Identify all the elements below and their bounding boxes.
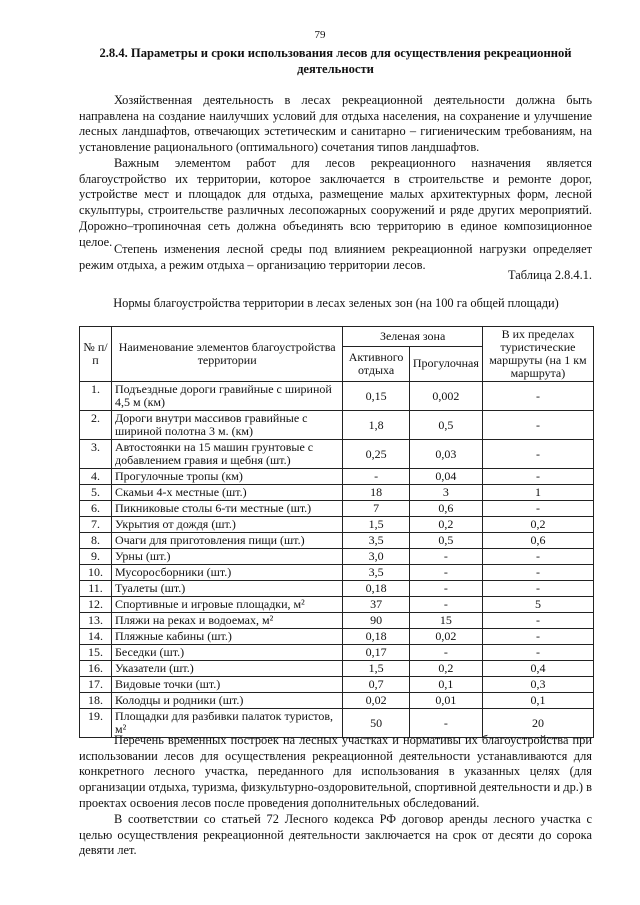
row-walking: 0,1 <box>409 677 482 693</box>
table-row <box>80 613 594 629</box>
row-walking: - <box>409 549 482 565</box>
row-active: 90 <box>343 613 410 629</box>
row-routes: 0,2 <box>482 517 593 533</box>
row-routes: - <box>482 629 593 645</box>
table-row <box>80 565 594 581</box>
table-row <box>80 411 594 440</box>
row-num: 5. <box>80 485 112 501</box>
table-row <box>80 677 594 693</box>
row-walking: - <box>409 645 482 661</box>
row-name: Спортивные и игровые площадки, м² <box>111 597 342 613</box>
row-walking: 0,04 <box>409 469 482 485</box>
row-num: 11. <box>80 581 112 597</box>
row-walking: 0,002 <box>409 382 482 411</box>
row-routes: 1 <box>482 485 593 501</box>
row-routes: - <box>482 581 593 597</box>
row-routes: 0,6 <box>482 533 593 549</box>
row-num: 13. <box>80 613 112 629</box>
row-active: 0,17 <box>343 645 410 661</box>
row-routes: - <box>482 440 593 469</box>
row-routes: - <box>482 382 593 411</box>
row-name: Укрытия от дождя (шт.) <box>111 517 342 533</box>
row-num: 2. <box>80 411 112 440</box>
row-routes: 0,4 <box>482 661 593 677</box>
row-routes: - <box>482 613 593 629</box>
row-num: 16. <box>80 661 112 677</box>
row-routes: - <box>482 469 593 485</box>
row-name: Колодцы и родники (шт.) <box>111 693 342 709</box>
paragraph-landscapes: Хозяйственная деятельность в лесах рекреационной деятельности должна быть направлена на создание наилучших условий для отдыха населения, на сохранение и улучшение лесных ландшафтов, отвечающих эстетическим и санитарно – гигиеническим требованиям, на установление рационального (оптимального) сочетания типов ландшафтов. <box>79 93 592 155</box>
header-walking: Прогулочная <box>409 346 482 381</box>
row-walking: 0,2 <box>409 517 482 533</box>
row-num: 17. <box>80 677 112 693</box>
row-active: 1,8 <box>343 411 410 440</box>
row-walking: 0,03 <box>409 440 482 469</box>
row-walking: 3 <box>409 485 482 501</box>
row-name: Пикниковые столы 6-ти местные (шт.) <box>111 501 342 517</box>
row-routes: - <box>482 645 593 661</box>
row-active: 7 <box>343 501 410 517</box>
row-active: 3,5 <box>343 533 410 549</box>
row-walking: 0,6 <box>409 501 482 517</box>
row-name: Указатели (шт.) <box>111 661 342 677</box>
table-row <box>80 597 594 613</box>
header-name: Наименование элементов благоустройства территории <box>111 327 342 382</box>
table-caption: Нормы благоустройства территории в лесах зеленых зон (на 100 га общей площади) <box>113 296 559 310</box>
row-name: Автостоянки на 15 машин грунтовые с добавлением гравия и щебня (шт.) <box>111 440 342 469</box>
row-num: 9. <box>80 549 112 565</box>
row-num: 1. <box>80 382 112 411</box>
row-active: 1,5 <box>343 517 410 533</box>
table-reference: Таблица 2.8.4.1. <box>508 268 592 282</box>
paragraph-improvement: Важным элементом работ для лесов рекреационного назначения является благоустройство их территории, которое заключается в строительстве и ремонте дорог, устройстве мест и площадок для отдыха, размещение малых архитектурных форм, лесной скульптуры, строительстве различных лесопожарных сооружений и ряде других мероприятий. Дорожно–тропиночная сеть должна объединять всю территорию в единое композиционное целое. <box>79 156 592 249</box>
row-name: Мусоросборники (шт.) <box>111 565 342 581</box>
row-walking: - <box>409 709 482 738</box>
row-routes: 5 <box>482 597 593 613</box>
row-name: Площадки для разбивки палаток туристов, м² <box>111 709 342 738</box>
section-title: 2.8.4. Параметры и сроки использования лесов для осуществления рекреационной деятельности <box>99 46 572 76</box>
row-active: 0,7 <box>343 677 410 693</box>
row-active: 0,18 <box>343 581 410 597</box>
paragraph-lease-term: В соответствии со статьей 72 Лесного кодекса РФ договор аренды лесного участка с целью осуществления рекреационной деятельности заключается на срок от десяти до сорока девяти лет. <box>79 812 592 858</box>
table-row <box>80 549 594 565</box>
row-name: Скамьи 4-х местные (шт.) <box>111 485 342 501</box>
table-row <box>80 581 594 597</box>
row-walking: - <box>409 581 482 597</box>
table-row <box>80 629 594 645</box>
header-active: Активного отдыха <box>343 346 410 381</box>
table-row <box>80 501 594 517</box>
row-routes: - <box>482 501 593 517</box>
row-active: - <box>343 469 410 485</box>
row-walking: - <box>409 565 482 581</box>
row-num: 7. <box>80 517 112 533</box>
row-num: 14. <box>80 629 112 645</box>
row-walking: 0,2 <box>409 661 482 677</box>
row-active: 0,15 <box>343 382 410 411</box>
row-active: 3,0 <box>343 549 410 565</box>
norms-table <box>79 326 594 738</box>
row-num: 19. <box>80 709 112 738</box>
row-num: 6. <box>80 501 112 517</box>
table-row <box>80 517 594 533</box>
row-walking: - <box>409 597 482 613</box>
row-walking: 0,5 <box>409 411 482 440</box>
table-body <box>80 382 594 738</box>
header-green-zone: Зеленая зона <box>343 327 483 347</box>
row-active: 18 <box>343 485 410 501</box>
row-active: 0,02 <box>343 693 410 709</box>
table-header-row <box>80 327 594 347</box>
row-name: Дороги внутри массивов гравийные с шириной полотна 3 м. (км) <box>111 411 342 440</box>
table-row <box>80 661 594 677</box>
row-num: 10. <box>80 565 112 581</box>
row-walking: 0,02 <box>409 629 482 645</box>
row-walking: 0,5 <box>409 533 482 549</box>
table-row <box>80 693 594 709</box>
header-routes: В их пределах туристические маршруты (на 1 км маршрута) <box>482 327 593 382</box>
row-routes: - <box>482 549 593 565</box>
table-row <box>80 440 594 469</box>
row-num: 12. <box>80 597 112 613</box>
row-active: 37 <box>343 597 410 613</box>
row-routes: 0,1 <box>482 693 593 709</box>
row-name: Пляжные кабины (шт.) <box>111 629 342 645</box>
row-active: 3,5 <box>343 565 410 581</box>
row-name: Прогулочные тропы (км) <box>111 469 342 485</box>
row-walking: 15 <box>409 613 482 629</box>
table-row <box>80 645 594 661</box>
table-row <box>80 485 594 501</box>
page-number: 79 <box>314 29 326 41</box>
table-row <box>80 533 594 549</box>
row-name: Беседки (шт.) <box>111 645 342 661</box>
row-num: 3. <box>80 440 112 469</box>
paragraph-temporary-buildings: Перечень временных построек на лесных участках и нормативы их благоустройства при использовании лесов для осуществления рекреационной деятельности устанавливаются для конкретного лесного участка, переданного для использования в указанных целях (для организации отдыха, туризма, физкультурно-оздоровительной, спортивной деятельности и др.) в проектах освоения лесов после проведения дополнительных обследований. <box>79 733 592 810</box>
row-name: Урны (шт.) <box>111 549 342 565</box>
table-row <box>80 469 594 485</box>
row-routes: - <box>482 565 593 581</box>
row-num: 18. <box>80 693 112 709</box>
row-name: Подъездные дороги гравийные с шириной 4,5 м (км) <box>111 382 342 411</box>
row-routes: - <box>482 411 593 440</box>
row-name: Пляжи на реках и водоемах, м² <box>111 613 342 629</box>
row-num: 4. <box>80 469 112 485</box>
row-name: Туалеты (шт.) <box>111 581 342 597</box>
row-name: Очаги для приготовления пищи (шт.) <box>111 533 342 549</box>
row-num: 8. <box>80 533 112 549</box>
paragraph-recreation-load: Степень изменения лесной среды под влиянием рекреационной нагрузки определяет режим отдыха, а режим отдыха – организацию территории лесов. <box>79 242 592 272</box>
row-name: Видовые точки (шт.) <box>111 677 342 693</box>
header-num: № п/п <box>80 327 112 382</box>
row-active: 0,18 <box>343 629 410 645</box>
row-walking: 0,01 <box>409 693 482 709</box>
row-active: 50 <box>343 709 410 738</box>
row-num: 15. <box>80 645 112 661</box>
row-active: 1,5 <box>343 661 410 677</box>
row-routes: 0,3 <box>482 677 593 693</box>
row-routes: 20 <box>482 709 593 738</box>
row-active: 0,25 <box>343 440 410 469</box>
table-row <box>80 382 594 411</box>
